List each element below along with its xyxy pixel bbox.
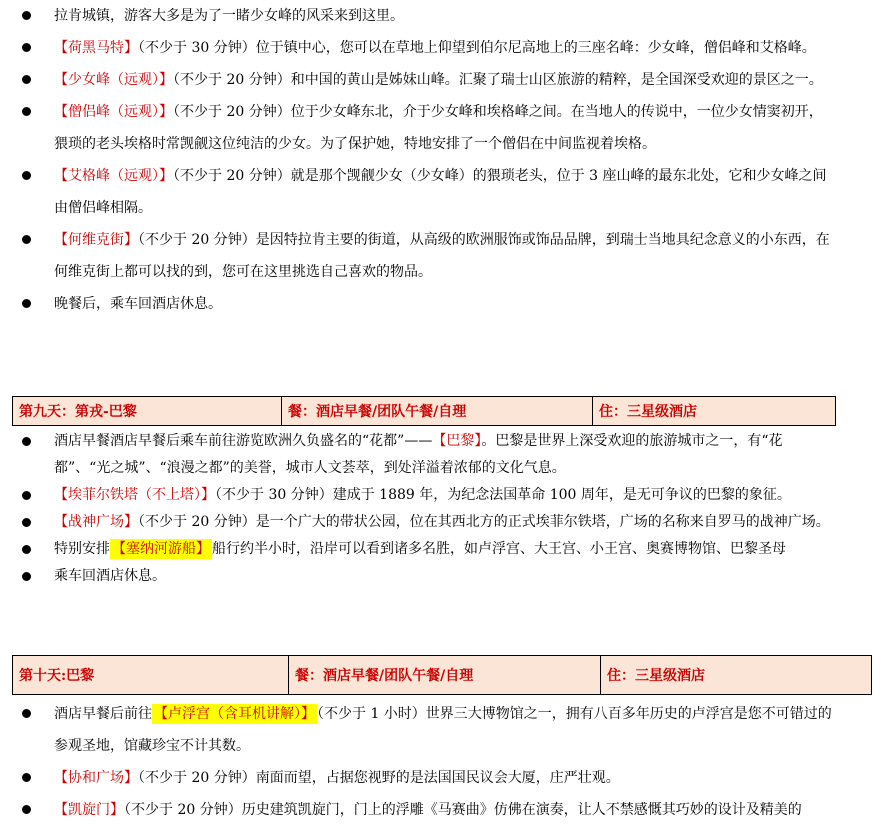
sight-name: 【何维克街】 [54, 232, 138, 248]
list-item: 【荷黑马特】（不少于 30 分钟）位于镇中心，您可以在草地上仰望到伯尔尼高地上的三座名峰：少女峰，僧侣峰和艾格峰。 [22, 32, 832, 64]
list-item: 晚餐后，乘车回酒店休息。 [22, 288, 832, 320]
bullet-icon [22, 437, 31, 446]
sight-name: 【战神广场】 [54, 514, 138, 530]
day-title: 第十天:巴黎 [13, 656, 289, 694]
list-item: 【少女峰（远观）】（不少于 20 分钟）和中国的黄山是姊妹山峰。汇聚了瑞士山区旅游的精粹，是全国深受欢迎的景区之一。 [22, 64, 832, 96]
bullet-icon [22, 773, 31, 782]
bullet-icon [22, 171, 31, 180]
sight-name: 【少女峰（远观）】 [54, 72, 173, 88]
list-item: 【凯旋门】（不少于 20 分钟）历史建筑凯旋门，门上的浮雕《马赛曲》仿佛在演奏，让人不禁感慨其巧妙的设计及精美的 [22, 794, 832, 826]
day-title: 第九天：第戎-巴黎 [13, 397, 282, 425]
day8-list [22, 0, 832, 320]
bullet-icon [22, 235, 31, 244]
sight-name: 【艾格峰（远观）】 [54, 168, 173, 184]
bullet-icon [22, 75, 31, 84]
sight-name: 【巴黎】 [432, 433, 482, 449]
day-hotel: 住：三星级酒店 [607, 668, 705, 684]
bullet-icon [22, 43, 31, 52]
bullet-icon [22, 572, 31, 581]
list-item: 酒店早餐酒店早餐后乘车前往游览欧洲久负盛名的“花都”——【巴黎】。巴黎是世界上深受欢迎的旅游城市之一，有“花都”、“光之城”、“浪漫之都”的美誉，城市人文荟萃，到处洋溢着浓郁的文化气息。 [22, 428, 832, 482]
day-meals: 餐：酒店早餐/团队午餐/自理 [282, 397, 593, 425]
list-item: 特别安排 【塞纳河游船】 船行约半小时，沿岸可以看到诸多名胜，如卢浮宫、大王宫、小王宫、奥赛博物馆、巴黎圣母 [22, 536, 832, 563]
list-item: 酒店早餐后前往 【卢浮宫（含耳机讲解）】 （不少于 1 小时）世界三大博物馆之一，拥有八百多年历史的卢浮宫是您不可错过的参观圣地，馆藏珍宝不计其数。 [22, 698, 832, 762]
list-item: 【战神广场】（不少于 20 分钟）是一个广大的带状公园，位在其西北方的正式埃菲尔铁塔，广场的名称来自罗马的战神广场。 [22, 509, 832, 536]
sight-name: 【荷黑马特】 [54, 40, 138, 56]
bullet-icon [22, 805, 31, 814]
list-item: 拉肯城镇，游客大多是为了一睹少女峰的风采来到这里。 [22, 0, 832, 32]
day-meals: 餐：酒店早餐/团队午餐/自理 [289, 656, 601, 694]
day10-header [12, 655, 872, 695]
highlighted-sight-name: 【卢浮宫（含耳机讲解）】 [154, 706, 315, 722]
list-item: 【埃菲尔铁塔（不上塔）】（不少于 30 分钟）建成于 1889 年，为纪念法国革命 100 周年，是无可争议的巴黎的象征。 [22, 482, 832, 509]
highlighted-sight-name: 【塞纳河游船】 [112, 541, 210, 557]
day9-header [12, 396, 836, 426]
bullet-icon [22, 545, 31, 554]
sight-name: 【凯旋门】 [54, 802, 124, 818]
day10-list [22, 698, 832, 826]
list-item: 【何维克街】（不少于 20 分钟）是因特拉肯主要的街道，从高级的欧洲服饰或饰品品牌，到瑞士当地具纪念意义的小东西，在何维克街上都可以找的到，您可在这里挑选自己喜欢的物品。 [22, 224, 832, 288]
list-item: 【协和广场】（不少于 20 分钟）南面而望，占据您视野的是法国国民议会大厦，庄严壮观。 [22, 762, 832, 794]
day-hotel: 住：三星级酒店 [599, 404, 697, 420]
bullet-icon [22, 299, 31, 308]
sight-name: 【协和广场】 [54, 770, 138, 786]
bullet-icon [22, 107, 31, 116]
bullet-icon [22, 491, 31, 500]
list-item: 【艾格峰（远观）】（不少于 20 分钟）就是那个觊觎少女（少女峰）的猥琐老头，位于 3 座山峰的最东北处，它和少女峰之间由僧侣峰相隔。 [22, 160, 832, 224]
day9-list [22, 428, 832, 590]
bullet-icon [22, 518, 31, 527]
list-item: 【僧侣峰（远观）】（不少于 20 分钟）位于少女峰东北，介于少女峰和埃格峰之间。在当地人的传说中，一位少女情窦初开，猥琐的老头埃格时常觊觎这位纯洁的少女。为了保护她，特地安排了一个僧侣在中间监视着埃格。 [22, 96, 832, 160]
bullet-icon [22, 11, 31, 20]
list-item: 乘车回酒店休息。 [22, 563, 832, 590]
sight-name: 【僧侣峰（远观）】 [54, 104, 173, 120]
sight-name: 【埃菲尔铁塔（不上塔）】 [54, 487, 215, 503]
bullet-icon [22, 709, 31, 718]
